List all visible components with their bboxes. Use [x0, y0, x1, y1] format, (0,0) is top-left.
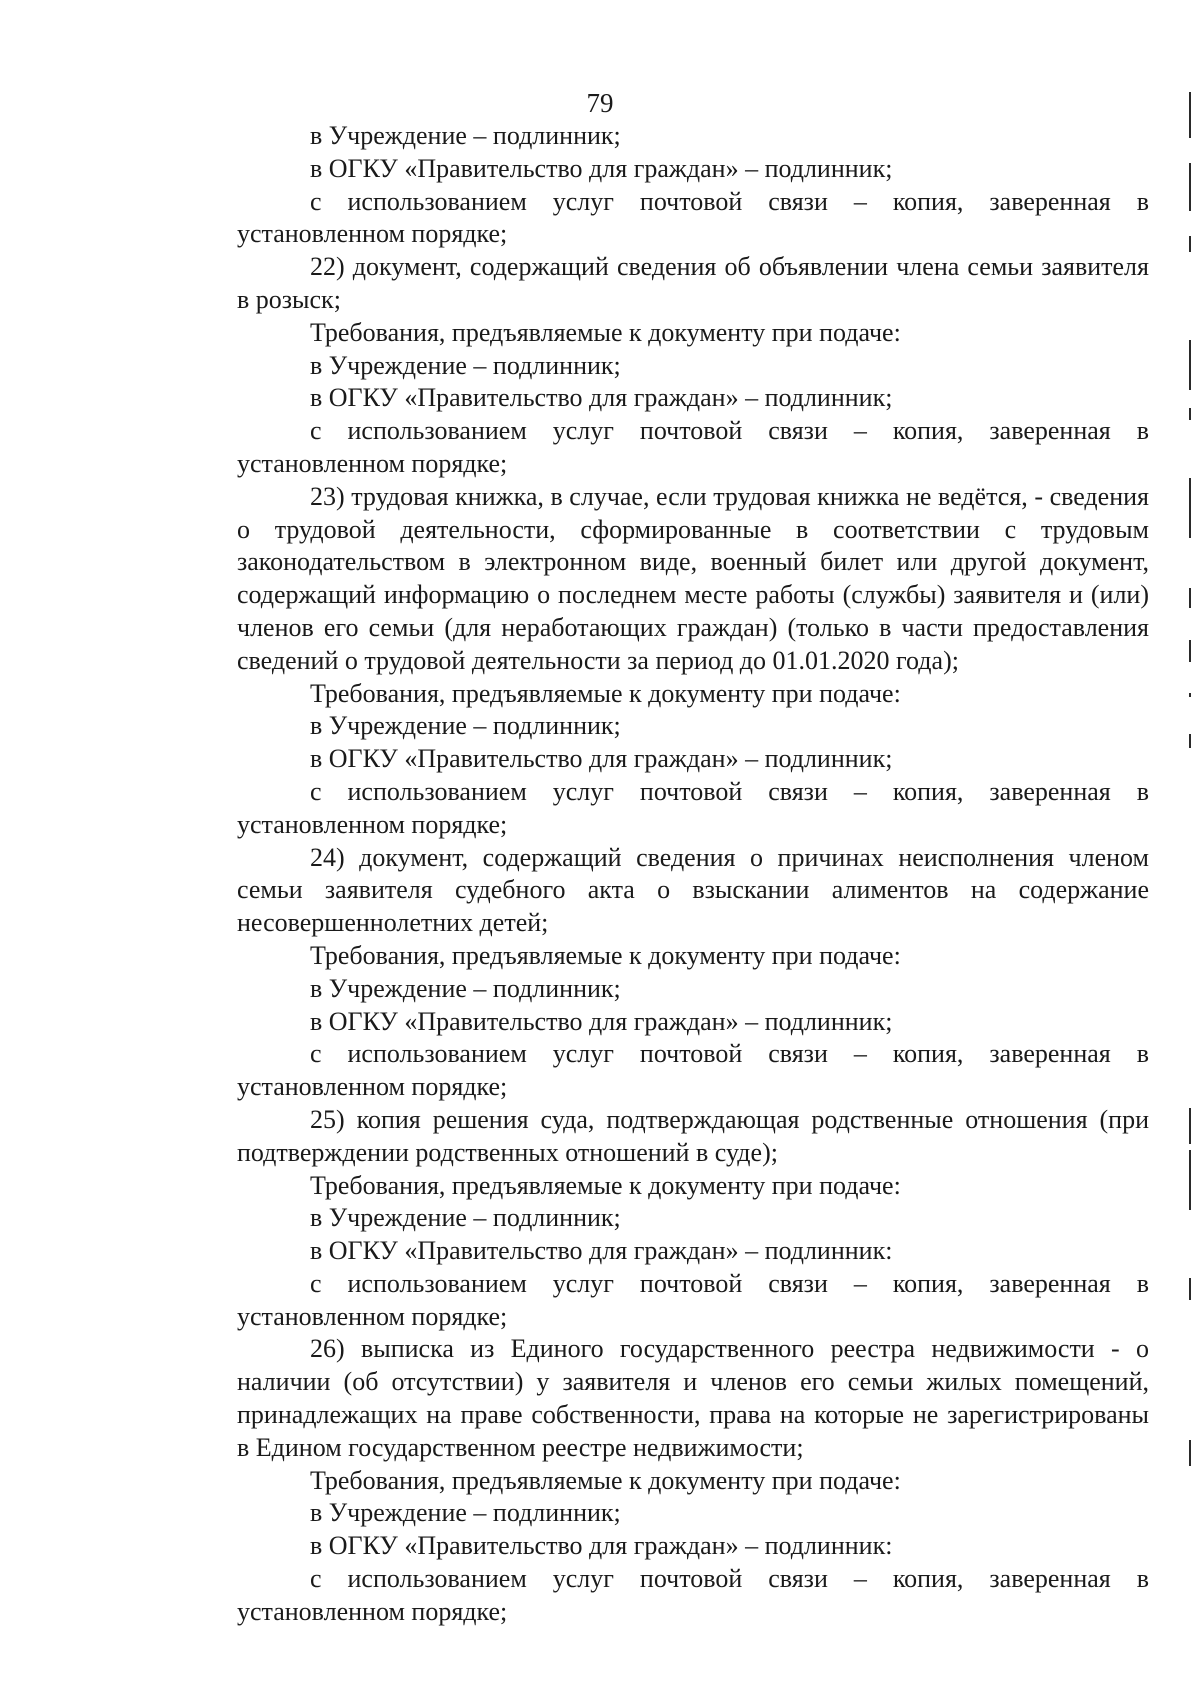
scan-margin-mark	[1189, 163, 1191, 211]
paragraph: 24) документ, содержащий сведения о причинах неисполнения членом семьи заявителя судебного акта о взыскании алиментов на содержание несовершеннолетних детей;	[237, 842, 1149, 938]
paragraph: Требования, предъявляемые к документу при подаче:	[310, 678, 901, 708]
paragraph: с использованием услуг почтовой связи – копия, заверенная в установленном порядке;	[237, 1268, 1149, 1331]
scan-margin-mark	[1189, 1440, 1191, 1466]
paragraph: Требования, предъявляемые к документу при подаче:	[310, 1170, 901, 1200]
paragraph: в Учреждение – подлинник;	[310, 1498, 621, 1528]
paragraph: в Учреждение – подлинник;	[310, 121, 621, 150]
paragraph: 22) документ, содержащий сведения об объявлении члена семьи заявителя в розыск;	[237, 252, 1149, 314]
paragraph: в ОГКУ «Правительство для граждан» – подлинник;	[310, 383, 893, 413]
paragraph: в ОГКУ «Правительство для граждан» – подлинник;	[310, 1006, 893, 1036]
document-body	[237, 120, 1149, 1629]
scan-margin-mark	[1189, 640, 1191, 662]
scan-margin-mark	[1189, 1278, 1191, 1300]
paragraph: в Учреждение – подлинник;	[310, 350, 621, 380]
paragraph: Требования, предъявляемые к документу при подаче:	[310, 1465, 901, 1495]
scan-margin-mark	[1189, 588, 1191, 608]
scan-margin-mark	[1189, 236, 1191, 252]
page-number: 79	[586, 88, 614, 118]
scan-margin-mark	[1189, 693, 1191, 697]
paragraph: с использованием услуг почтовой связи – копия, заверенная в установленном порядке;	[237, 186, 1149, 249]
paragraph: с использованием услуг почтовой связи – копия, заверенная в установленном порядке;	[237, 1039, 1149, 1102]
paragraph: в ОГКУ «Правительство для граждан» – подлинник;	[310, 153, 893, 183]
paragraph: в ОГКУ «Правительство для граждан» – подлинник;	[310, 744, 893, 774]
scan-margin-mark	[1189, 1108, 1191, 1144]
scan-margin-mark	[1189, 1150, 1191, 1210]
paragraph: в Учреждение – подлинник;	[310, 711, 621, 741]
paragraph: Требования, предъявляемые к документу при подаче:	[310, 940, 901, 970]
scan-margin-mark	[1189, 478, 1191, 538]
paragraph: в ОГКУ «Правительство для граждан» – подлинник:	[310, 1236, 893, 1266]
paragraph: 25) копия решения суда, подтверждающая родственные отношения (при подтверждении родственных отношений в суде);	[237, 1104, 1149, 1167]
scan-margin-mark	[1189, 734, 1191, 748]
scan-margin-mark	[1189, 92, 1191, 138]
paragraph: 23) трудовая книжка, в случае, если трудовая книжка не ведётся, - сведения о трудовой деятельности, сформированные в соответствии с трудовым законодательством в электронном виде, военный билет или другой документ, содержащий информацию о последнем месте работы (службы) заявителя и (или) членов его семьи (для неработающих граждан) (только в части предоставления сведений о трудовой деятельности за период до 01.01.2020 года);	[237, 481, 1149, 675]
paragraph: в ОГКУ «Правительство для граждан» – подлинник:	[310, 1531, 893, 1561]
paragraph: 26) выписка из Единого государственного реестра недвижимости - о наличии (об отсутствии) у заявителя и членов его семьи жилых помещений, принадлежащих на праве собственности, права на которые не зарегистрированы в Едином государственном реестре недвижимости;	[237, 1334, 1149, 1462]
scan-margin-mark	[1189, 340, 1191, 390]
paragraph: с использованием услуг почтовой связи – копия, заверенная в установленном порядке;	[237, 776, 1149, 839]
paragraph: Требования, предъявляемые к документу при подаче:	[310, 317, 901, 347]
paragraph: в Учреждение – подлинник;	[310, 973, 621, 1003]
scan-margin-mark	[1189, 408, 1191, 420]
paragraph: с использованием услуг почтовой связи – копия, заверенная в установленном порядке;	[237, 416, 1149, 478]
paragraph: в Учреждение – подлинник;	[310, 1203, 621, 1233]
paragraph: с использованием услуг почтовой связи – копия, заверенная в установленном порядке;	[237, 1564, 1149, 1626]
